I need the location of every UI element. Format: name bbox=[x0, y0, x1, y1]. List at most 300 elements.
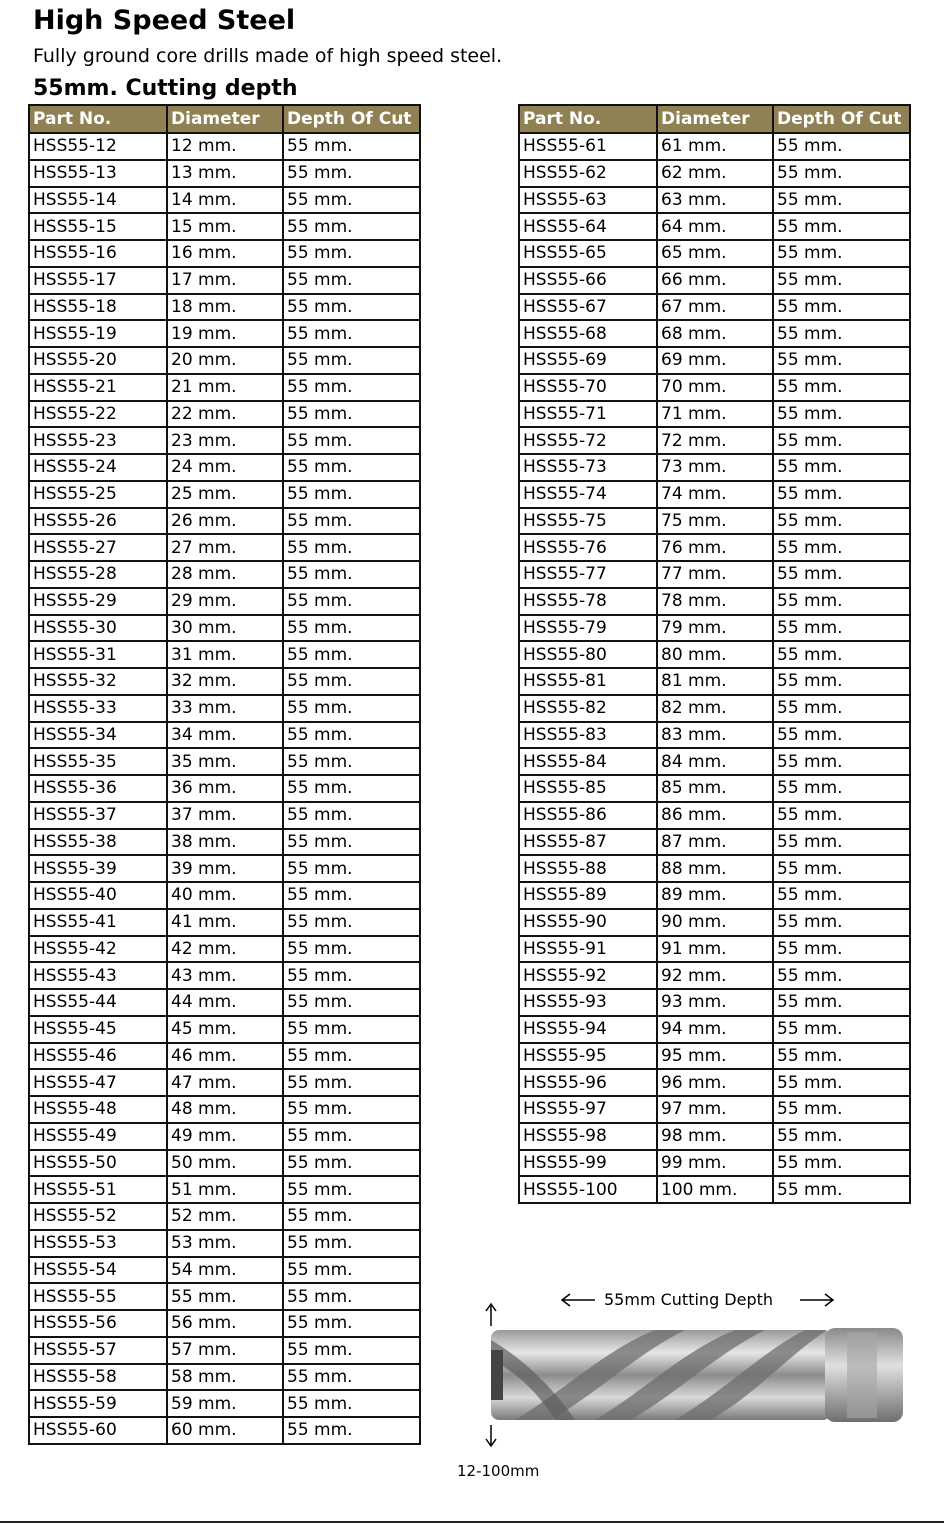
part-number-cell: HSS55-72 bbox=[519, 427, 657, 454]
diameter-cell: 72 mm. bbox=[657, 427, 773, 454]
diameter-cell: 15 mm. bbox=[167, 213, 283, 240]
depth-of-cut-cell: 55 mm. bbox=[773, 936, 910, 963]
table-row bbox=[29, 1096, 420, 1123]
diameter-cell: 80 mm. bbox=[657, 641, 773, 668]
diameter-cell: 47 mm. bbox=[167, 1069, 283, 1096]
diameter-cell: 54 mm. bbox=[167, 1257, 283, 1284]
table-row bbox=[29, 962, 420, 989]
depth-of-cut-cell: 55 mm. bbox=[283, 989, 420, 1016]
diameter-cell: 85 mm. bbox=[657, 775, 773, 802]
part-number-cell: HSS55-76 bbox=[519, 534, 657, 561]
diameter-cell: 67 mm. bbox=[657, 294, 773, 321]
part-number-cell: HSS55-61 bbox=[519, 133, 657, 160]
table-row bbox=[29, 187, 420, 214]
diameter-cell: 75 mm. bbox=[657, 508, 773, 535]
diameter-cell: 24 mm. bbox=[167, 454, 283, 481]
part-number-cell: HSS55-74 bbox=[519, 481, 657, 508]
table-row bbox=[29, 936, 420, 963]
depth-of-cut-cell: 55 mm. bbox=[283, 1176, 420, 1203]
table-row bbox=[29, 588, 420, 615]
part-number-cell: HSS55-38 bbox=[29, 829, 167, 856]
column-header-depth-of-cut: Depth Of Cut bbox=[283, 105, 420, 133]
spec-table-right-body bbox=[519, 133, 910, 1203]
part-number-cell: HSS55-58 bbox=[29, 1364, 167, 1391]
table-row bbox=[29, 1257, 420, 1284]
table-row bbox=[519, 1176, 910, 1203]
diameter-cell: 61 mm. bbox=[657, 133, 773, 160]
depth-of-cut-cell: 55 mm. bbox=[283, 1364, 420, 1391]
depth-of-cut-cell: 55 mm. bbox=[283, 802, 420, 829]
part-number-cell: HSS55-62 bbox=[519, 160, 657, 187]
table-row bbox=[29, 695, 420, 722]
depth-of-cut-cell: 55 mm. bbox=[283, 641, 420, 668]
depth-of-cut-cell: 55 mm. bbox=[283, 882, 420, 909]
diameter-range-label: 12-100mm bbox=[457, 1462, 540, 1480]
table-row bbox=[29, 1069, 420, 1096]
part-number-cell: HSS55-52 bbox=[29, 1203, 167, 1230]
part-number-cell: HSS55-98 bbox=[519, 1123, 657, 1150]
depth-of-cut-cell: 55 mm. bbox=[283, 1257, 420, 1284]
part-number-cell: HSS55-30 bbox=[29, 615, 167, 642]
depth-of-cut-cell: 55 mm. bbox=[283, 187, 420, 214]
table-row bbox=[29, 855, 420, 882]
depth-of-cut-cell: 55 mm. bbox=[773, 641, 910, 668]
part-number-cell: HSS55-26 bbox=[29, 508, 167, 535]
table-row bbox=[519, 213, 910, 240]
diameter-cell: 87 mm. bbox=[657, 829, 773, 856]
part-number-cell: HSS55-15 bbox=[29, 213, 167, 240]
table-row bbox=[29, 1176, 420, 1203]
diameter-cell: 97 mm. bbox=[657, 1096, 773, 1123]
part-number-cell: HSS55-88 bbox=[519, 855, 657, 882]
column-header-part-no: Part No. bbox=[29, 105, 167, 133]
table-row bbox=[29, 267, 420, 294]
diameter-cell: 43 mm. bbox=[167, 962, 283, 989]
part-number-cell: HSS55-27 bbox=[29, 534, 167, 561]
table-row bbox=[29, 1283, 420, 1310]
diameter-cell: 89 mm. bbox=[657, 882, 773, 909]
diameter-cell: 68 mm. bbox=[657, 320, 773, 347]
part-number-cell: HSS55-92 bbox=[519, 962, 657, 989]
diameter-cell: 92 mm. bbox=[657, 962, 773, 989]
table-row bbox=[519, 1016, 910, 1043]
part-number-cell: HSS55-25 bbox=[29, 481, 167, 508]
depth-of-cut-cell: 55 mm. bbox=[773, 401, 910, 428]
depth-of-cut-cell: 55 mm. bbox=[283, 1016, 420, 1043]
table-row bbox=[519, 695, 910, 722]
depth-of-cut-cell: 55 mm. bbox=[283, 160, 420, 187]
table-row bbox=[29, 748, 420, 775]
part-number-cell: HSS55-37 bbox=[29, 802, 167, 829]
table-row bbox=[29, 427, 420, 454]
diameter-cell: 91 mm. bbox=[657, 936, 773, 963]
diameter-cell: 36 mm. bbox=[167, 775, 283, 802]
part-number-cell: HSS55-42 bbox=[29, 936, 167, 963]
column-header-depth-of-cut: Depth Of Cut bbox=[773, 105, 910, 133]
part-number-cell: HSS55-45 bbox=[29, 1016, 167, 1043]
depth-of-cut-cell: 55 mm. bbox=[773, 160, 910, 187]
diameter-cell: 81 mm. bbox=[657, 668, 773, 695]
table-row bbox=[29, 160, 420, 187]
part-number-cell: HSS55-83 bbox=[519, 722, 657, 749]
depth-of-cut-cell: 55 mm. bbox=[283, 1230, 420, 1257]
depth-of-cut-cell: 55 mm. bbox=[773, 267, 910, 294]
depth-of-cut-cell: 55 mm. bbox=[283, 1150, 420, 1177]
table-row bbox=[29, 133, 420, 160]
table-row bbox=[519, 802, 910, 829]
table-row bbox=[519, 909, 910, 936]
diameter-cell: 88 mm. bbox=[657, 855, 773, 882]
column-header-part-no: Part No. bbox=[519, 105, 657, 133]
diameter-cell: 84 mm. bbox=[657, 748, 773, 775]
diameter-cell: 86 mm. bbox=[657, 802, 773, 829]
table-row bbox=[519, 1069, 910, 1096]
diameter-cell: 44 mm. bbox=[167, 989, 283, 1016]
part-number-cell: HSS55-29 bbox=[29, 588, 167, 615]
table-row bbox=[29, 1123, 420, 1150]
diameter-cell: 65 mm. bbox=[657, 240, 773, 267]
table-row bbox=[519, 1043, 910, 1070]
table-row bbox=[29, 802, 420, 829]
table-row bbox=[519, 160, 910, 187]
part-number-cell: HSS55-36 bbox=[29, 775, 167, 802]
table-row bbox=[519, 454, 910, 481]
table-row bbox=[519, 1096, 910, 1123]
table-row bbox=[29, 722, 420, 749]
table-row bbox=[519, 882, 910, 909]
depth-of-cut-cell: 55 mm. bbox=[283, 962, 420, 989]
depth-of-cut-cell: 55 mm. bbox=[283, 1283, 420, 1310]
diameter-cell: 73 mm. bbox=[657, 454, 773, 481]
diameter-cell: 39 mm. bbox=[167, 855, 283, 882]
diameter-cell: 25 mm. bbox=[167, 481, 283, 508]
part-number-cell: HSS55-12 bbox=[29, 133, 167, 160]
diameter-cell: 32 mm. bbox=[167, 668, 283, 695]
part-number-cell: HSS55-63 bbox=[519, 187, 657, 214]
diameter-cell: 55 mm. bbox=[167, 1283, 283, 1310]
table-row bbox=[29, 1230, 420, 1257]
diameter-cell: 37 mm. bbox=[167, 802, 283, 829]
diameter-cell: 59 mm. bbox=[167, 1390, 283, 1417]
part-number-cell: HSS55-43 bbox=[29, 962, 167, 989]
depth-of-cut-cell: 55 mm. bbox=[283, 722, 420, 749]
diameter-cell: 46 mm. bbox=[167, 1043, 283, 1070]
spec-table-right bbox=[518, 104, 911, 1204]
part-number-cell: HSS55-31 bbox=[29, 641, 167, 668]
depth-of-cut-cell: 55 mm. bbox=[283, 588, 420, 615]
part-number-cell: HSS55-49 bbox=[29, 1123, 167, 1150]
diameter-cell: 18 mm. bbox=[167, 294, 283, 321]
table-row bbox=[29, 454, 420, 481]
table-row bbox=[519, 133, 910, 160]
part-number-cell: HSS55-51 bbox=[29, 1176, 167, 1203]
depth-of-cut-cell: 55 mm. bbox=[773, 240, 910, 267]
column-header-diameter: Diameter bbox=[657, 105, 773, 133]
diameter-cell: 90 mm. bbox=[657, 909, 773, 936]
depth-of-cut-cell: 55 mm. bbox=[773, 561, 910, 588]
table-row bbox=[519, 427, 910, 454]
depth-of-cut-cell: 55 mm. bbox=[773, 1016, 910, 1043]
diameter-cell: 70 mm. bbox=[657, 374, 773, 401]
depth-of-cut-cell: 55 mm. bbox=[773, 508, 910, 535]
part-number-cell: HSS55-40 bbox=[29, 882, 167, 909]
diameter-cell: 78 mm. bbox=[657, 588, 773, 615]
depth-of-cut-cell: 55 mm. bbox=[283, 909, 420, 936]
diameter-cell: 42 mm. bbox=[167, 936, 283, 963]
depth-of-cut-cell: 55 mm. bbox=[283, 401, 420, 428]
diameter-cell: 64 mm. bbox=[657, 213, 773, 240]
table-row bbox=[519, 936, 910, 963]
diameter-cell: 30 mm. bbox=[167, 615, 283, 642]
diameter-cell: 76 mm. bbox=[657, 534, 773, 561]
diameter-cell: 79 mm. bbox=[657, 615, 773, 642]
depth-of-cut-cell: 55 mm. bbox=[283, 936, 420, 963]
page-title: High Speed Steel bbox=[33, 5, 296, 36]
depth-of-cut-cell: 55 mm. bbox=[283, 133, 420, 160]
depth-of-cut-cell: 55 mm. bbox=[773, 294, 910, 321]
diameter-cell: 29 mm. bbox=[167, 588, 283, 615]
diameter-cell: 23 mm. bbox=[167, 427, 283, 454]
table-row bbox=[519, 374, 910, 401]
diameter-cell: 26 mm. bbox=[167, 508, 283, 535]
depth-of-cut-cell: 55 mm. bbox=[283, 561, 420, 588]
part-number-cell: HSS55-34 bbox=[29, 722, 167, 749]
part-number-cell: HSS55-96 bbox=[519, 1069, 657, 1096]
diameter-cell: 41 mm. bbox=[167, 909, 283, 936]
table-row bbox=[519, 641, 910, 668]
part-number-cell: HSS55-79 bbox=[519, 615, 657, 642]
diameter-cell: 45 mm. bbox=[167, 1016, 283, 1043]
diameter-cell: 48 mm. bbox=[167, 1096, 283, 1123]
depth-of-cut-cell: 55 mm. bbox=[283, 454, 420, 481]
part-number-cell: HSS55-82 bbox=[519, 695, 657, 722]
table-row bbox=[29, 508, 420, 535]
table-row bbox=[29, 1337, 420, 1364]
table-row bbox=[519, 989, 910, 1016]
diameter-cell: 50 mm. bbox=[167, 1150, 283, 1177]
table-row bbox=[519, 561, 910, 588]
part-number-cell: HSS55-56 bbox=[29, 1310, 167, 1337]
table-row bbox=[29, 829, 420, 856]
depth-of-cut-cell: 55 mm. bbox=[283, 481, 420, 508]
table-row bbox=[29, 668, 420, 695]
part-number-cell: HSS55-44 bbox=[29, 989, 167, 1016]
part-number-cell: HSS55-48 bbox=[29, 1096, 167, 1123]
table-row bbox=[519, 1123, 910, 1150]
drill-body bbox=[491, 1328, 903, 1422]
part-number-cell: HSS55-85 bbox=[519, 775, 657, 802]
diameter-cell: 56 mm. bbox=[167, 1310, 283, 1337]
depth-of-cut-cell: 55 mm. bbox=[283, 427, 420, 454]
table-row bbox=[29, 1417, 420, 1444]
part-number-cell: HSS55-54 bbox=[29, 1257, 167, 1284]
depth-of-cut-cell: 55 mm. bbox=[283, 1123, 420, 1150]
part-number-cell: HSS55-67 bbox=[519, 294, 657, 321]
depth-of-cut-cell: 55 mm. bbox=[773, 133, 910, 160]
part-number-cell: HSS55-97 bbox=[519, 1096, 657, 1123]
depth-of-cut-cell: 55 mm. bbox=[773, 1176, 910, 1203]
table-row bbox=[519, 401, 910, 428]
depth-of-cut-cell: 55 mm. bbox=[773, 829, 910, 856]
part-number-cell: HSS55-19 bbox=[29, 320, 167, 347]
depth-of-cut-cell: 55 mm. bbox=[283, 508, 420, 535]
part-number-cell: HSS55-78 bbox=[519, 588, 657, 615]
part-number-cell: HSS55-33 bbox=[29, 695, 167, 722]
part-number-cell: HSS55-99 bbox=[519, 1150, 657, 1177]
part-number-cell: HSS55-87 bbox=[519, 829, 657, 856]
depth-of-cut-cell: 55 mm. bbox=[773, 187, 910, 214]
depth-of-cut-cell: 55 mm. bbox=[283, 320, 420, 347]
part-number-cell: HSS55-17 bbox=[29, 267, 167, 294]
diameter-cell: 14 mm. bbox=[167, 187, 283, 214]
depth-of-cut-cell: 55 mm. bbox=[283, 1043, 420, 1070]
part-number-cell: HSS55-20 bbox=[29, 347, 167, 374]
table-row bbox=[29, 534, 420, 561]
part-number-cell: HSS55-100 bbox=[519, 1176, 657, 1203]
depth-of-cut-cell: 55 mm. bbox=[283, 213, 420, 240]
depth-of-cut-cell: 55 mm. bbox=[283, 695, 420, 722]
depth-of-cut-cell: 55 mm. bbox=[773, 1123, 910, 1150]
table-row bbox=[29, 481, 420, 508]
depth-of-cut-cell: 55 mm. bbox=[773, 989, 910, 1016]
diameter-cell: 69 mm. bbox=[657, 347, 773, 374]
depth-of-cut-cell: 55 mm. bbox=[283, 347, 420, 374]
table-row bbox=[29, 1016, 420, 1043]
table-row bbox=[519, 615, 910, 642]
diameter-cell: 35 mm. bbox=[167, 748, 283, 775]
depth-of-cut-cell: 55 mm. bbox=[773, 802, 910, 829]
depth-of-cut-cell: 55 mm. bbox=[773, 481, 910, 508]
diameter-cell: 20 mm. bbox=[167, 347, 283, 374]
table-row bbox=[29, 882, 420, 909]
column-header-diameter: Diameter bbox=[167, 105, 283, 133]
table-row bbox=[29, 641, 420, 668]
diameter-cell: 53 mm. bbox=[167, 1230, 283, 1257]
diameter-cell: 34 mm. bbox=[167, 722, 283, 749]
table-row bbox=[29, 775, 420, 802]
table-header-row bbox=[519, 105, 910, 133]
part-number-cell: HSS55-47 bbox=[29, 1069, 167, 1096]
part-number-cell: HSS55-39 bbox=[29, 855, 167, 882]
depth-of-cut-cell: 55 mm. bbox=[283, 1069, 420, 1096]
part-number-cell: HSS55-16 bbox=[29, 240, 167, 267]
depth-of-cut-cell: 55 mm. bbox=[773, 1043, 910, 1070]
diameter-cell: 95 mm. bbox=[657, 1043, 773, 1070]
diameter-cell: 19 mm. bbox=[167, 320, 283, 347]
part-number-cell: HSS55-55 bbox=[29, 1283, 167, 1310]
diameter-cell: 60 mm. bbox=[167, 1417, 283, 1444]
diameter-cell: 49 mm. bbox=[167, 1123, 283, 1150]
table-row bbox=[29, 1203, 420, 1230]
part-number-cell: HSS55-68 bbox=[519, 320, 657, 347]
table-row bbox=[29, 401, 420, 428]
table-row bbox=[29, 1390, 420, 1417]
part-number-cell: HSS55-90 bbox=[519, 909, 657, 936]
depth-of-cut-cell: 55 mm. bbox=[283, 668, 420, 695]
table-row bbox=[519, 1150, 910, 1177]
diameter-cell: 74 mm. bbox=[657, 481, 773, 508]
depth-of-cut-cell: 55 mm. bbox=[283, 855, 420, 882]
diameter-cell: 83 mm. bbox=[657, 722, 773, 749]
table-row bbox=[29, 1150, 420, 1177]
part-number-cell: HSS55-28 bbox=[29, 561, 167, 588]
table-header-row bbox=[29, 105, 420, 133]
part-number-cell: HSS55-46 bbox=[29, 1043, 167, 1070]
part-number-cell: HSS55-70 bbox=[519, 374, 657, 401]
depth-of-cut-cell: 55 mm. bbox=[773, 615, 910, 642]
table-row bbox=[519, 534, 910, 561]
depth-of-cut-cell: 55 mm. bbox=[773, 909, 910, 936]
diameter-cell: 63 mm. bbox=[657, 187, 773, 214]
part-number-cell: HSS55-81 bbox=[519, 668, 657, 695]
depth-of-cut-cell: 55 mm. bbox=[773, 427, 910, 454]
part-number-cell: HSS55-18 bbox=[29, 294, 167, 321]
bottom-divider bbox=[0, 1521, 944, 1523]
cutting-depth-label: 55mm Cutting Depth bbox=[604, 1290, 774, 1309]
diameter-cell: 66 mm. bbox=[657, 267, 773, 294]
depth-of-cut-cell: 55 mm. bbox=[773, 1096, 910, 1123]
depth-of-cut-cell: 55 mm. bbox=[773, 855, 910, 882]
table-row bbox=[519, 240, 910, 267]
part-number-cell: HSS55-94 bbox=[519, 1016, 657, 1043]
depth-of-cut-cell: 55 mm. bbox=[773, 454, 910, 481]
diameter-cell: 57 mm. bbox=[167, 1337, 283, 1364]
part-number-cell: HSS55-22 bbox=[29, 401, 167, 428]
depth-of-cut-cell: 55 mm. bbox=[773, 962, 910, 989]
depth-of-cut-cell: 55 mm. bbox=[283, 1203, 420, 1230]
part-number-cell: HSS55-50 bbox=[29, 1150, 167, 1177]
diameter-cell: 13 mm. bbox=[167, 160, 283, 187]
depth-of-cut-cell: 55 mm. bbox=[283, 294, 420, 321]
diameter-cell: 93 mm. bbox=[657, 989, 773, 1016]
table-row bbox=[519, 267, 910, 294]
table-row bbox=[29, 909, 420, 936]
depth-of-cut-cell: 55 mm. bbox=[773, 588, 910, 615]
diameter-cell: 16 mm. bbox=[167, 240, 283, 267]
table-row bbox=[29, 1310, 420, 1337]
depth-of-cut-cell: 55 mm. bbox=[773, 668, 910, 695]
depth-of-cut-cell: 55 mm. bbox=[283, 1310, 420, 1337]
diameter-cell: 71 mm. bbox=[657, 401, 773, 428]
diameter-cell: 31 mm. bbox=[167, 641, 283, 668]
table-row bbox=[29, 561, 420, 588]
table-row bbox=[519, 187, 910, 214]
diameter-cell: 100 mm. bbox=[657, 1176, 773, 1203]
diameter-cell: 33 mm. bbox=[167, 695, 283, 722]
part-number-cell: HSS55-14 bbox=[29, 187, 167, 214]
part-number-cell: HSS55-89 bbox=[519, 882, 657, 909]
table-row bbox=[29, 989, 420, 1016]
table-row bbox=[519, 855, 910, 882]
depth-of-cut-cell: 55 mm. bbox=[283, 829, 420, 856]
part-number-cell: HSS55-77 bbox=[519, 561, 657, 588]
diameter-cell: 96 mm. bbox=[657, 1069, 773, 1096]
depth-of-cut-cell: 55 mm. bbox=[773, 775, 910, 802]
depth-of-cut-cell: 55 mm. bbox=[773, 347, 910, 374]
diameter-cell: 62 mm. bbox=[657, 160, 773, 187]
diameter-cell: 21 mm. bbox=[167, 374, 283, 401]
depth-of-cut-cell: 55 mm. bbox=[283, 1337, 420, 1364]
table-row bbox=[29, 1364, 420, 1391]
depth-of-cut-cell: 55 mm. bbox=[773, 320, 910, 347]
part-number-cell: HSS55-23 bbox=[29, 427, 167, 454]
part-number-cell: HSS55-75 bbox=[519, 508, 657, 535]
table-row bbox=[29, 347, 420, 374]
depth-of-cut-cell: 55 mm. bbox=[283, 240, 420, 267]
diameter-cell: 28 mm. bbox=[167, 561, 283, 588]
table-row bbox=[519, 829, 910, 856]
diameter-cell: 22 mm. bbox=[167, 401, 283, 428]
